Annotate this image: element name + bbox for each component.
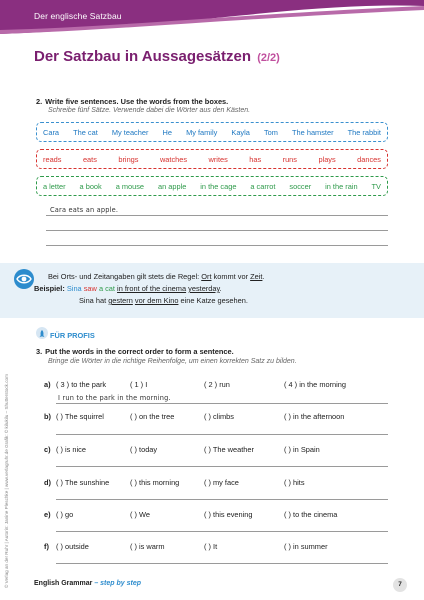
eye-icon (14, 269, 34, 289)
info-box (0, 263, 424, 318)
word-chip: in the cage (200, 181, 237, 191)
word-chip: reads (43, 154, 62, 164)
word-chip: The rabbit (347, 127, 381, 137)
word-chip: My teacher (111, 127, 149, 137)
word-option[interactable]: ( ) We (130, 510, 150, 519)
word-chip: a mouse (115, 181, 145, 191)
word-option[interactable]: ( ) in the afternoon (284, 412, 345, 421)
ex-de-place: vor dem Kino (134, 296, 179, 305)
row-letter: a) (44, 380, 51, 389)
answer-line[interactable] (56, 403, 388, 404)
word-option[interactable]: ( 1 ) I (130, 380, 148, 389)
word-chip: watches (159, 154, 188, 164)
word-option[interactable]: ( ) my face (204, 478, 239, 487)
writing-line[interactable] (46, 215, 388, 216)
ex-verb: saw (83, 284, 97, 293)
answer-line[interactable] (56, 434, 388, 435)
word-option[interactable]: ( ) on the tree (130, 412, 175, 421)
profis-label: FÜR PROFIS (50, 331, 95, 340)
word-chip: a book (79, 181, 102, 191)
word-chip: TV (371, 181, 381, 191)
word-option[interactable]: ( ) The weather (204, 445, 254, 454)
info-example-de (79, 296, 248, 305)
word-option[interactable]: ( ) It (204, 542, 218, 551)
task2-instruction-de: Schreibe fünf Sätze. Verwende dabei die Wörter aus den Kästen. (48, 107, 251, 114)
word-option[interactable]: ( 3 ) to the park (56, 380, 107, 389)
word-option[interactable]: ( ) in Spain (284, 445, 320, 454)
task3-instruction: Put the words in the correct order to form a sentence. (45, 347, 234, 356)
row-letter: f) (44, 542, 49, 551)
rule-text: Bei Orts- und Zeitangaben gilt stets die Regel: (48, 272, 202, 281)
objects-box (36, 176, 388, 196)
rule-text: kommt vor (211, 272, 251, 281)
word-chip: Cara (43, 127, 60, 137)
ex-de-text: Sina hat (79, 296, 109, 305)
answer-line[interactable] (56, 531, 388, 532)
word-option[interactable]: ( ) this evening (204, 510, 253, 519)
footer (34, 580, 141, 587)
writing-line[interactable] (46, 245, 388, 246)
verbs-box (36, 149, 388, 169)
side-credit (4, 374, 14, 588)
ex-end: . (219, 284, 222, 293)
word-chip: My family (186, 127, 218, 137)
rule-zeit: Zeit (250, 272, 263, 281)
word-option[interactable]: ( ) The squirrel (56, 412, 104, 421)
info-rule (48, 272, 265, 281)
answer-line[interactable] (56, 499, 388, 500)
word-chip: runs (282, 154, 297, 164)
word-option[interactable]: ( 2 ) run (204, 380, 230, 389)
ex-time: yesterday (188, 284, 220, 293)
word-chip: a carrot (250, 181, 276, 191)
task3-heading (36, 347, 234, 356)
word-chip: a letter (43, 181, 66, 191)
word-chip: brings (118, 154, 139, 164)
answer-line[interactable] (56, 466, 388, 467)
ex-place: in front of the cinema (117, 284, 187, 293)
word-chip: dances (357, 154, 381, 164)
task2-instruction: Write five sentences. Use the words from the boxes. (45, 97, 229, 106)
answer-line[interactable] (56, 563, 388, 564)
task2-answer-1: Cara eats an apple. (50, 206, 119, 214)
ex-de-time: gestern (108, 296, 133, 305)
task2-heading (36, 97, 228, 106)
row-letter: d) (44, 478, 51, 487)
word-chip: The hamster (292, 127, 334, 137)
word-option[interactable]: ( ) The sunshine (56, 478, 110, 487)
word-option[interactable]: ( ) this morning (130, 478, 180, 487)
word-chip: The cat (73, 127, 98, 137)
word-chip: plays (318, 154, 336, 164)
word-chip: an apple (157, 181, 187, 191)
word-option[interactable]: ( ) is warm (130, 542, 165, 551)
word-chip: writes (208, 154, 228, 164)
ex-de-text: eine Katze gesehen. (178, 296, 248, 305)
row-letter: b) (44, 412, 51, 421)
header-label: Der englische Satzbau (34, 11, 122, 21)
ex-subject: Sina (66, 284, 82, 293)
writing-line[interactable] (46, 230, 388, 231)
title-main: Der Satzbau in Aussagesätzen (34, 48, 252, 65)
rule-ort: Ort (201, 272, 212, 281)
info-example-en (34, 284, 222, 293)
word-chip: in the rain (325, 181, 358, 191)
task3-instruction-de: Bringe die Wörter in die richtige Reihenfolge, um einen korrekten Satz zu bilden. (48, 358, 297, 365)
word-chip: soccer (289, 181, 312, 191)
word-chip: Kayla (231, 127, 250, 137)
ex-object: a cat (98, 284, 115, 293)
word-option[interactable]: ( ) today (130, 445, 158, 454)
footer-title: English Grammar (34, 580, 93, 587)
word-option[interactable]: ( 4 ) in the morning (284, 380, 347, 389)
word-option[interactable]: ( ) in summer (284, 542, 328, 551)
word-chip: has (249, 154, 262, 164)
task3-number: 3. (36, 347, 43, 356)
word-chip: eats (82, 154, 97, 164)
word-option[interactable]: ( ) go (56, 510, 74, 519)
word-option[interactable]: ( ) to the cinema (284, 510, 338, 519)
task2-number: 2. (36, 97, 43, 106)
word-chip: He (162, 127, 172, 137)
word-option[interactable]: ( ) outside (56, 542, 89, 551)
footer-step: – step by step (94, 580, 141, 587)
task3-answer-a: I run to the park in the morning. (58, 394, 171, 402)
rule-text: . (262, 272, 265, 281)
subjects-box (36, 122, 388, 142)
example-label: Beispiel: (34, 284, 65, 293)
page-title (34, 48, 280, 65)
row-letter: e) (44, 510, 51, 519)
credit-text: © Verlag an der Ruhr | Autorin: Janine Pleschke | www.verlagruhr.de Grafik: © kilukilu – Shutterstock.com (4, 374, 9, 588)
row-letter: c) (44, 445, 51, 454)
word-option[interactable]: ( ) is nice (56, 445, 86, 454)
word-option[interactable]: ( ) climbs (204, 412, 234, 421)
page-number: 7 (393, 578, 407, 592)
word-chip: Tom (263, 127, 278, 137)
word-option[interactable]: ( ) hits (284, 478, 305, 487)
rocket-icon (36, 327, 48, 339)
title-part: (2/2) (257, 52, 280, 64)
